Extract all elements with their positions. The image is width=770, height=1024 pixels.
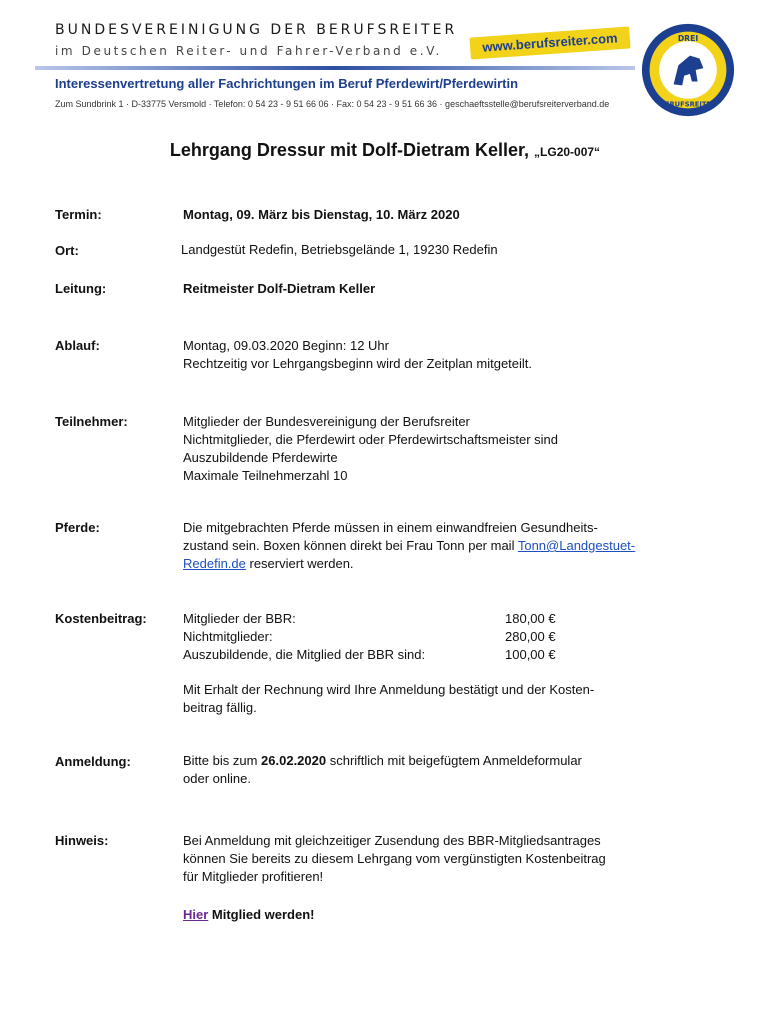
contact-line: Zum Sundbrink 1 · D-33775 Versmold · Telefon: 0 54 23 - 9 51 66 06 · Fax: 0 54 23 - 9 51 66 36 · geschaeftsstelle@berufsreiterverband.de [55, 99, 610, 109]
page-title [0, 140, 770, 161]
fee-name: Nichtmitglieder: [183, 629, 273, 644]
leitung-value: Reitmeister Dolf-Dietram Keller [183, 281, 376, 296]
teilnehmer-value [183, 413, 743, 485]
teilnehmer-line: Mitglieder der Bundesvereinigung der Berufsreiter [183, 414, 470, 429]
membership-cta [183, 906, 743, 924]
logo-top-text: DREI [677, 34, 699, 44]
fee-row [183, 646, 583, 664]
logo-bottom-text: BERUFSREITER [659, 100, 717, 109]
org-name: BUNDESVEREINIGUNG DER BERUFSREITER [55, 22, 458, 38]
termin-value: Montag, 09. März bis Dienstag, 10. März 2020 [183, 207, 460, 222]
pferde-value [183, 519, 743, 573]
email-link-continued[interactable]: Redefin.de [183, 556, 246, 571]
fee-name: Mitglieder der BBR: [183, 611, 296, 626]
ablauf-value [183, 337, 743, 373]
org-subline: im Deutschen Reiter- und Fahrer-Verband e.V. [55, 44, 442, 58]
pferde-line: Die mitgebrachten Pferde müssen in einem einwandfreien Gesundheits- [183, 520, 598, 535]
teilnehmer-line: Maximale Teilnehmerzahl 10 [183, 468, 348, 483]
ablauf-label: Ablauf: [55, 338, 100, 353]
hinweis-label: Hinweis: [55, 833, 109, 848]
fee-name: Auszubildende, die Mitglied der BBR sind: [183, 647, 426, 662]
fee-price: 280,00 € [505, 629, 556, 644]
kosten-table [183, 610, 743, 664]
header-divider [35, 66, 635, 70]
fee-row [183, 628, 583, 646]
ablauf-line: Rechtzeitig vor Lehrgangsbeginn wird der Zeitplan mitgeteilt. [183, 356, 533, 371]
hinweis-value [183, 832, 743, 886]
ort-label: Ort: [55, 243, 79, 258]
hinweis-line: für Mitglieder profitieren! [183, 869, 324, 884]
hinweis-line: Bei Anmeldung mit gleichzeitiger Zusendung des BBR-Mitgliedsantrages [183, 833, 601, 848]
fee-price: 100,00 € [505, 647, 556, 662]
anmeldung-line: oder online. [183, 771, 251, 786]
ort-value: Landgestüt Redefin, Betriebsgelände 1, 19230 Redefin [181, 242, 498, 257]
pferde-label: Pferde: [55, 520, 100, 535]
pferde-line-text: zustand sein. Boxen können direkt bei Frau Tonn per mail [183, 538, 518, 553]
teilnehmer-line: Auszubildende Pferdewirte [183, 450, 338, 465]
anmeldung-text: Bitte bis zum [183, 753, 262, 768]
kosten-note [183, 681, 743, 717]
termin-label: Termin: [55, 207, 102, 222]
membership-link[interactable]: Hier [183, 907, 209, 922]
teilnehmer-line: Nichtmitglieder, die Pferdewirt oder Pferdewirtschaftsmeister sind [183, 432, 558, 447]
website-badge[interactable]: www.berufsreiter.com [469, 26, 630, 59]
ablauf-line: Montag, 09.03.2020 Beginn: 12 Uhr [183, 338, 389, 353]
anmeldung-text: schriftlich mit beigefügtem Anmeldeformular [326, 753, 582, 768]
org-logo [640, 22, 736, 118]
teilnehmer-label: Teilnehmer: [55, 414, 128, 429]
deadline-date: 26.02.2020 [261, 753, 327, 768]
pferde-line [183, 537, 743, 555]
tagline: Interessenvertretung aller Fachrichtungen im Beruf Pferdewirt/Pferdewirtin [55, 76, 519, 91]
leitung-label: Leitung: [55, 281, 107, 296]
fee-price: 180,00 € [505, 611, 556, 626]
pferde-line-text: reserviert werden. [245, 556, 354, 571]
membership-cta-text: Mitglied werden! [208, 907, 315, 922]
anmeldung-line [183, 752, 743, 770]
kosten-note-line: Mit Erhalt der Rechnung wird Ihre Anmeldung bestätigt und der Kosten- [183, 682, 595, 697]
anmeldung-value [183, 752, 743, 788]
kosten-note-line: beitrag fällig. [183, 700, 257, 715]
hinweis-line: können Sie bereits zu diesem Lehrgang vom vergünstigten Kostenbeitrag [183, 851, 606, 866]
fee-row [183, 610, 583, 628]
email-link[interactable]: Tonn@Landgestuet- [517, 538, 636, 553]
anmeldung-label: Anmeldung: [55, 754, 131, 769]
pferde-line [183, 555, 743, 573]
kosten-label: Kostenbeitrag: [55, 611, 147, 626]
course-code: „LG20-007“ [534, 145, 601, 159]
title-text: Lehrgang Dressur mit Dolf-Dietram Keller, [169, 140, 530, 160]
